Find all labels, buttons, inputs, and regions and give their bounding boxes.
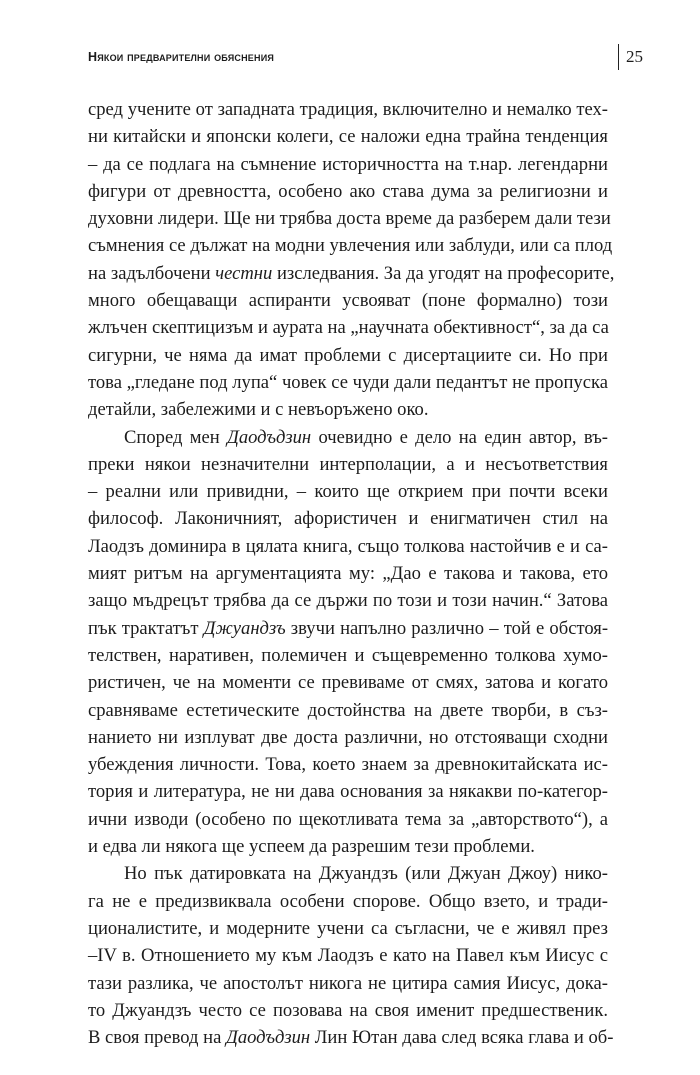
- text-line: преки някои незначителни интерполации, а и несъответствия: [88, 453, 608, 475]
- text-line: сравняваме естетическите достойнства на двете творби, в съз-: [88, 699, 608, 721]
- text-line: В своя превод на Даодъдзин Лин Ютан дава след всяка глава и об-: [88, 1027, 614, 1049]
- text-line: детайли, забележими и с невъоръжено око.: [88, 399, 429, 421]
- text-line: мият ритъм на аргументацията му: „Дао е такова и такова, ето: [88, 563, 608, 585]
- text-line: духовни лидери. Ще ни трябва доста време да разберем дали тези: [88, 208, 611, 230]
- text-line: то Джуандзъ често се позовава на своя именит предшественик.: [88, 999, 608, 1021]
- text-line: ристичен, че на моменти се превиваме от смях, затова и когато: [88, 672, 608, 694]
- text-line: ни китайски и японски колеги, се наложи една трайна тенденция: [88, 126, 608, 148]
- text-line: тази разлика, че апостолът никога не цитира самия Иисус, дока-: [88, 972, 608, 994]
- text-line: съмнения се дължат на модни увлечения или заблуди, или са плод: [88, 235, 613, 257]
- running-head: [88, 44, 648, 74]
- text-line: – да се подлага на съмнение историчността на т.нар. легендарни: [88, 153, 608, 175]
- text-line: философ. Лаконичният, афористичен и енигматичен стил на: [88, 508, 608, 530]
- text-line: сигурни, че няма да имат проблеми с дисертациите си. Но при: [88, 344, 608, 366]
- text-line: жлъчен скептицизъм и аурата на „научната обективност“, за да са: [88, 317, 609, 339]
- page-number: 25: [626, 47, 643, 66]
- text-line: и едва ли някога ще успеем да разрешим тези проблеми.: [88, 836, 535, 858]
- text-line: Според мен Даодъдзин очевидно е дело на един автор, въ-: [124, 426, 609, 448]
- text-line: пък трактатът Джуандзъ звучи напълно различно – той е обстоя-: [88, 617, 609, 639]
- text-line: Но пък датировката на Джуандзъ (или Джуан Джоу) нико-: [124, 863, 608, 885]
- text-line: защо мъдрецът трябва да се държи по този и този начин.“ Затова: [88, 590, 608, 612]
- text-line: много обещаващи аспиранти усвояват (поне формално) този: [88, 290, 608, 312]
- paragraph: [88, 96, 615, 424]
- running-title: Някои предварителни обяснения: [88, 50, 275, 64]
- text-line: –IV в. Отношението му към Лаодзъ е като на Павел към Иисус с: [88, 945, 608, 967]
- body-text: [88, 96, 615, 1051]
- text-line: ционалистите, и модерните учени са съгласни, че е живял през: [88, 917, 608, 939]
- paragraph: [88, 860, 614, 1051]
- text-line: на задълбочени честни изследвания. За да угодят на професорите,: [88, 262, 615, 284]
- text-line: – реални или привидни, – които ще открием при почти всеки: [88, 481, 608, 503]
- text-line: нанието ни изплуват две доста различни, но отстояващи сходни: [88, 726, 608, 748]
- text-line: фигури от древността, особено ако става дума за религиозни и: [88, 180, 608, 202]
- text-line: тория и литература, не ни дава основания за някакви по-категор-: [88, 781, 608, 803]
- paragraph: [88, 424, 608, 861]
- text-line: ични изводи (особено по щекотливата тема за „авторството“), а: [88, 808, 608, 830]
- text-line: убеждения личности. Това, което знаем за древнокитайската ис-: [88, 754, 608, 776]
- text-line: телствен, наративен, полемичен и същевременно толкова хумо-: [88, 644, 608, 666]
- text-line: Лаодзъ доминира в цялата книга, също толкова настойчив е и са-: [88, 535, 608, 557]
- text-line: сред учените от западната традиция, включително и немалко тех-: [88, 99, 608, 120]
- text-line: га не е предизвиквала особени спорове. Общо взето, и тради-: [88, 890, 608, 912]
- text-line: това „гледане под лупа“ човек се чуди дали педантът не пропуска: [88, 371, 608, 393]
- header-divider: [618, 44, 619, 70]
